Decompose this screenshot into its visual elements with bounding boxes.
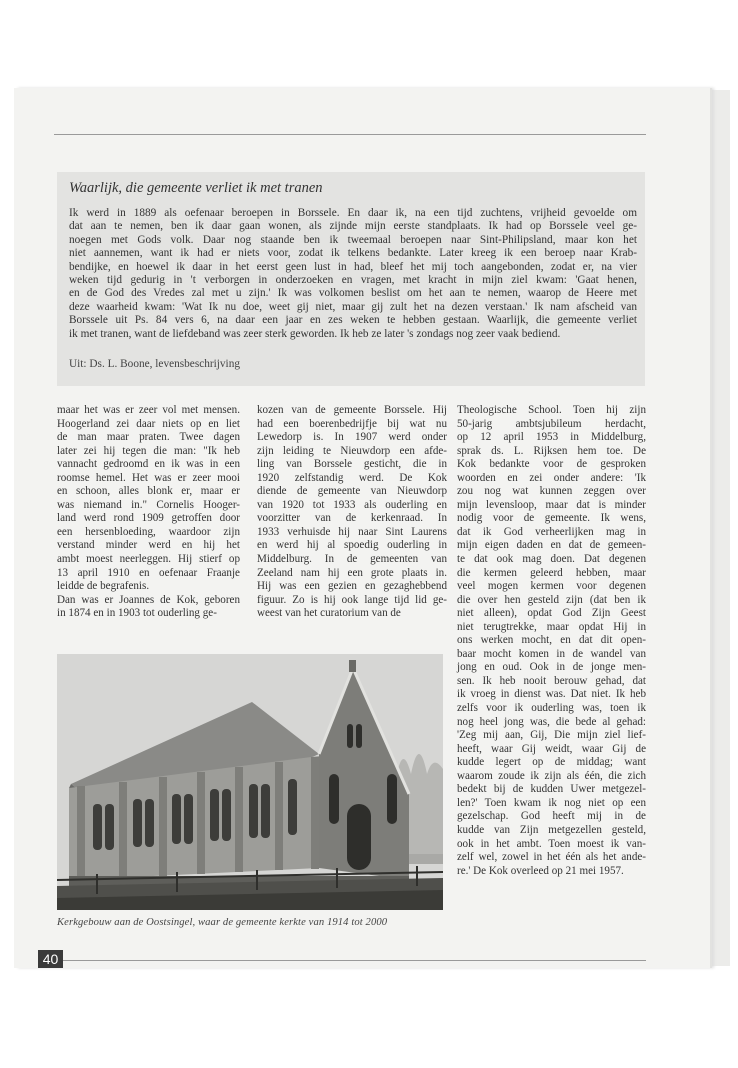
church-photo <box>57 654 443 910</box>
text-column-3 <box>457 404 646 878</box>
text-line: diende de gemeente van Nieuwdorp <box>257 485 447 498</box>
text-line: had een boerenbedrijfje bij wat nu <box>257 417 447 430</box>
text-line: zelfs voor ik ouderling was, toen ik <box>457 702 646 715</box>
text-line: woorden en zei onder andere: 'Ik <box>457 471 646 484</box>
text-line: 'Zeg mij aan, Gij, Die mijn ziel lief- <box>457 729 646 742</box>
text-line: re.' De Kok overleed op 21 mei 1957. <box>457 864 624 877</box>
photo-caption: Kerkgebouw aan de Oostsingel, waar de gemeente kerkte van 1914 tot 2000 <box>57 917 388 928</box>
text-line: kudde van Zijn metgezellen gesteld, <box>457 823 646 836</box>
quote-line: bendijke, en hoewel ik daar in het eerst geen lust in had, bleef het mij toch aangebonden, zodat er, na vier <box>69 260 637 273</box>
text-line: voorzitter van de kerkenraad. In <box>257 512 447 525</box>
quote-line: ik met tranen, want de liefdeband was zeer sterk geworden. Ik heb ze later 's zondags nog zeer vaak bediend. <box>69 327 561 340</box>
text-line: in 1874 en in 1903 tot ouderling ge- <box>57 607 217 620</box>
text-line: Hoogerland zei daar niets op en liet <box>57 417 240 430</box>
text-line: vannacht gedroomd en ik was in een <box>57 458 240 471</box>
text-line: dat ik God verheerlijken mag in <box>457 525 646 538</box>
quote-line: niet aannemen, want ik had er niets voor, zodat ik telkens bedankte. Later kreeg ik een beroep naar Krab- <box>69 247 637 260</box>
text-line: 13 april 1910 en oefenaar Fraanje <box>57 566 240 579</box>
text-line: 1920 zelfstandig werd. De Kok <box>257 471 447 484</box>
text-line: land werd rond 1909 getroffen door <box>57 512 240 525</box>
church-illustration <box>57 654 443 910</box>
quote-line: Borssele uit Ps. 84 vers 6, na daar een jaar en zes weken te hebben gestaan. Waarlijk, die gemeente verliet <box>69 314 637 327</box>
text-line: een hersenbloeding, waardoor zijn <box>57 525 240 538</box>
text-line: zou nog wat kunnen zeggen over <box>457 485 646 498</box>
quote-box-text <box>69 207 637 341</box>
text-line: 1933 verhuisde hij naar Sint Laurens <box>257 525 447 538</box>
text-column-1 <box>57 404 240 621</box>
page-number: 40 <box>38 950 63 968</box>
text-line: ambt moest neerleggen. Hij stierf op <box>57 553 240 566</box>
text-line: van 1920 tot 1933 als ouderling en <box>257 498 447 511</box>
quote-line: deze waarheid kwam: 'Wat Ik nu doe, weet gij niet, maar gij zult het na dezen verstaan.' Ik nam afscheid van <box>69 300 637 313</box>
quote-line: noegen met Gods volk. Daar nog staande ben ik tweemaal beroepen naar Sint-Philipsland, maar kon het <box>69 233 637 246</box>
text-line: Theologische School. Toen hij zijn <box>457 404 646 416</box>
text-line: zijn leiding te Nieuwdorp een afde- <box>257 444 447 457</box>
text-line: mijn eigen daden en dat de gemeen- <box>457 539 646 552</box>
text-line: die over hen gesteld zijn (dat ben ik <box>457 593 646 606</box>
text-line: roomse hemel. Het was er zeer mooi <box>57 471 240 484</box>
text-line: op 12 april 1953 in Middelburg, <box>457 431 646 444</box>
text-line: niet alleen), opdat God Zijn Geest <box>457 607 646 620</box>
text-line: die kermen geleerd hebben, maar <box>457 566 646 579</box>
text-line: leidde de begrafenis. <box>57 580 150 593</box>
text-line: waarom zoude ik zijn als één, die zich <box>457 769 646 782</box>
text-line: kozen van de gemeente Borssele. Hij <box>257 404 447 416</box>
text-line: figuur. Zo is hij ook lange tijd lid ge- <box>257 593 447 606</box>
text-line: Lewedorp is. In 1907 werd onder <box>257 431 447 444</box>
quote-box-source: Uit: Ds. L. Boone, levensbeschrijving <box>69 358 240 370</box>
text-line: heeft, waar Gij weidt, waar Gij de <box>457 742 646 755</box>
text-line: ons werken mocht, en dat dit open- <box>457 634 646 647</box>
text-line: te dat ook mag doen. Dat degenen <box>457 553 646 566</box>
text-line: gezelschap. God heeft mij in de <box>457 810 646 823</box>
text-line: jong en oud. Ook in de jonge men- <box>457 661 646 674</box>
text-line: kudde legert op de middag; want <box>457 756 646 769</box>
text-line: Dan was er Joannes de Kok, geboren <box>57 593 240 606</box>
text-line: veel mogen kermen voor degenen <box>457 580 646 593</box>
bottom-rule <box>63 960 646 961</box>
text-line: zelf wel, zowel in het één als het ande- <box>457 851 646 864</box>
text-line: maar het was er zeer vol met mensen. <box>57 404 240 416</box>
text-line: Hij was een gezien en gezaghebbend <box>257 580 447 593</box>
quote-line: Ik werd in 1889 als oefenaar beroepen in Borssele. En daar ik, na een tijd zuchtens, vrijheid gevoelde om <box>69 207 637 219</box>
text-line: baar mocht komen in de wandel van <box>457 647 646 660</box>
text-column-2 <box>257 404 447 621</box>
text-line: Kok bedankte voor de gesproken <box>457 458 646 471</box>
text-line: sen. Ik heb nooit berouw gehad, dat <box>457 674 646 687</box>
text-line: mijn levensloop, maar dat is minder <box>457 498 646 511</box>
quote-line: dat aan te nemen, ben ik daar gaan wonen, als zijnde mijn eerste standplaats. Ik had op Borssele veel ge- <box>69 220 637 233</box>
top-rule <box>54 134 646 135</box>
text-line: verstand minder werd en hij het <box>57 539 240 552</box>
text-line: ling van Borssele gesticht, die in <box>257 458 447 471</box>
text-line: Middelburg. In de gemeenten van <box>257 553 447 566</box>
text-line: later zei hij tegen die man: "Ik heb <box>57 444 240 457</box>
text-line: 50-jarig ambtsjubileum herdacht, <box>457 417 646 430</box>
text-line: weest van het curatorium van de <box>257 607 401 620</box>
text-line: en schoon, alles blonk er, maar er <box>57 485 240 498</box>
text-line: len?' Toen kwam ik nog niet op een <box>457 796 646 809</box>
quote-box-title: Waarlijk, die gemeente verliet ik met tranen <box>69 180 323 196</box>
quote-line: en de God des Vredes zal met u zijn.' Ik was volkomen beslist om het aan te nemen, waarop de Heere met <box>69 287 637 300</box>
text-line: de man maar praten. Twee dagen <box>57 431 240 444</box>
text-line: Zeeland nam hij een grote plaats in. <box>257 566 447 579</box>
text-line: was niemand in." Cornelis Hooger- <box>57 498 240 511</box>
text-line: niet terugtrekke, maar opdat Hij in <box>457 620 646 633</box>
text-line: nodig voor de gemeente. Ik wens, <box>457 512 646 525</box>
text-line: ook in het ambt. Toen moest ik van- <box>457 837 646 850</box>
quote-line: weken tijd gedurig in 't verborgen in onderzoeken en vragen, met kracht in mijn ziel kwam: 'Gaat henen, <box>69 274 637 287</box>
text-line: en werd hij al spoedig ouderling in <box>257 539 447 552</box>
text-line: bedekt bij de kudden Uwer metgezel- <box>457 783 646 796</box>
text-line: ik vroeg in dienst was. Dat niet. Ik heb <box>457 688 646 701</box>
text-line: nog heel jong was, die bede al gehad: <box>457 715 646 728</box>
text-line: sprak ds. L. Rijksen hem toe. De <box>457 444 646 457</box>
